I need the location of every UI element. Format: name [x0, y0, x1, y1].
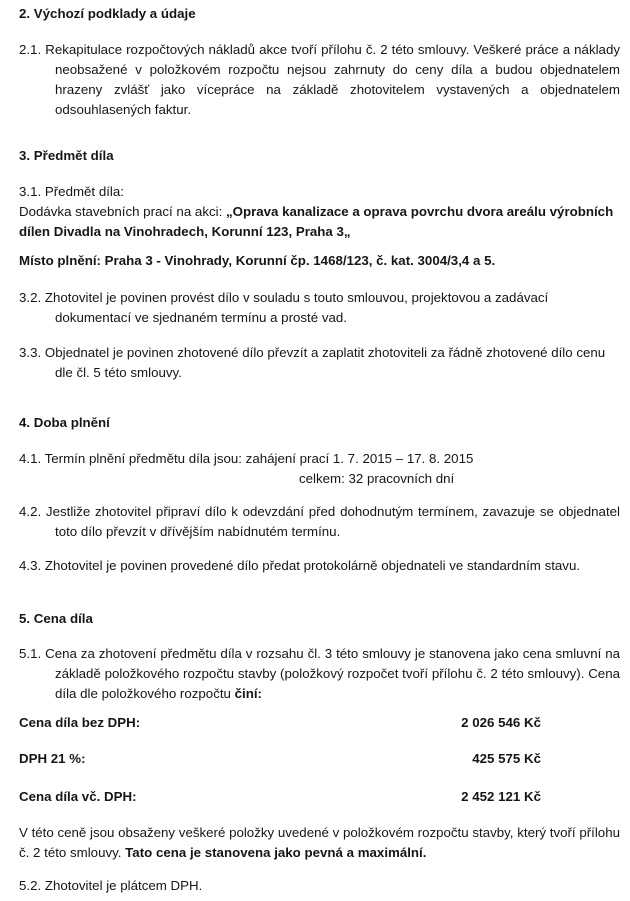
- clause-3-1-label: 3.1. Předmět díla:: [19, 184, 124, 199]
- price-note-text: V této ceně jsou obsaženy veškeré položky uvedené v položkovém rozpočtu stavby, který tvoří přílohu č. 2 této smlouvy.: [19, 825, 620, 860]
- clause-4-1-text: 4.1. Termín plnění předmětu díla jsou: zahájení prací 1. 7. 2015 – 17. 8. 2015: [19, 451, 474, 466]
- clause-4-1-total: celkem: 32 pracovních dní: [299, 471, 455, 486]
- clause-3-1: [19, 182, 620, 242]
- clause-3-2: [19, 288, 620, 328]
- price-value: 2 452 121 Kč: [461, 789, 541, 804]
- clause-5-1: [19, 644, 620, 704]
- clause-4-3-text: 4.3. Zhotovitel je povinen provedené dílo předat protokolárně objednateli ve standardním stavu.: [19, 558, 581, 573]
- price-row-vat: [19, 749, 630, 769]
- section-2-heading: 2. Výchozí podklady a údaje: [19, 6, 196, 21]
- clause-5-1-amounts-intro: činí:: [234, 686, 262, 701]
- clause-3-2-text: 3.2. Zhotovitel je povinen provést dílo v souladu s touto smlouvou, projektovou a zadávací dokumentací ve sjednaném termínu a prosté vad.: [19, 290, 549, 325]
- clause-4-1: [19, 449, 620, 489]
- place-of-performance: Místo plnění: Praha 3 - Vinohrady, Korunní čp. 1468/123, č. kat. 3004/3,4 a 5.: [19, 253, 496, 268]
- price-note-fixed: Tato cena je stanovena jako pevná a maximální.: [125, 845, 427, 860]
- price-row-with-vat: [19, 787, 630, 807]
- section-5-heading: 5. Cena díla: [19, 611, 93, 626]
- clause-2-1-text: 2.1. Rekapitulace rozpočtových nákladů akce tvoří přílohu č. 2 této smlouvy. Veškeré práce a náklady neobsažené v položkovém rozpočtu nejsou zahrnuty do ceny díla a budou objednatelem hrazeny zvlášť jako vícepráce na základě zhotovitelem vystavených a objednatelem odsouhlasených faktur.: [19, 42, 620, 117]
- clause-5-1-text: 5.1. Cena za zhotovení předmětu díla v rozsahu čl. 3 této smlouvy je stanovena jako cena smluvní na základě položkového rozpočtu stavby (položkový rozpočet tvoří přílohu č. 2 této smlouvy). Cena díla dle položkového rozpočtu: [19, 646, 620, 701]
- price-value: 425 575 Kč: [472, 751, 541, 766]
- price-row-without-vat: [19, 713, 630, 733]
- section-3-heading: 3. Předmět díla: [19, 148, 114, 163]
- price-label: DPH 21 %:: [19, 751, 86, 766]
- clause-3-1-text: Dodávka stavebních prací na akci:: [19, 204, 226, 219]
- clause-4-3: [19, 556, 620, 576]
- clause-2-1: [19, 40, 620, 120]
- project-name: „Oprava kanalizace a oprava povrchu dvora areálu výrobních dílen Divadla na Vinohradech, Korunní 123, Praha 3„: [19, 204, 614, 239]
- clause-3-3: [19, 343, 620, 383]
- clause-3-3-text: 3.3. Objednatel je povinen zhotovené dílo převzít a zaplatit zhotoviteli za řádně zhotovené dílo cenu dle čl. 5 této smlouvy.: [19, 345, 606, 380]
- price-label: Cena díla bez DPH:: [19, 715, 141, 730]
- clause-4-2-text: 4.2. Jestliže zhotovitel připraví dílo k odevzdání před dohodnutým termínem, zavazuje se objednatel toto dílo převzít v dřívějším nabídnutém termínu.: [19, 504, 620, 539]
- clause-4-2: [19, 502, 620, 542]
- section-4-heading: 4. Doba plnění: [19, 415, 110, 430]
- price-label: Cena díla vč. DPH:: [19, 789, 137, 804]
- price-note: [19, 823, 620, 863]
- clause-5-2-text: 5.2. Zhotovitel je plátcem DPH.: [19, 878, 203, 893]
- price-value: 2 026 546 Kč: [461, 715, 541, 730]
- clause-5-2: [19, 876, 620, 896]
